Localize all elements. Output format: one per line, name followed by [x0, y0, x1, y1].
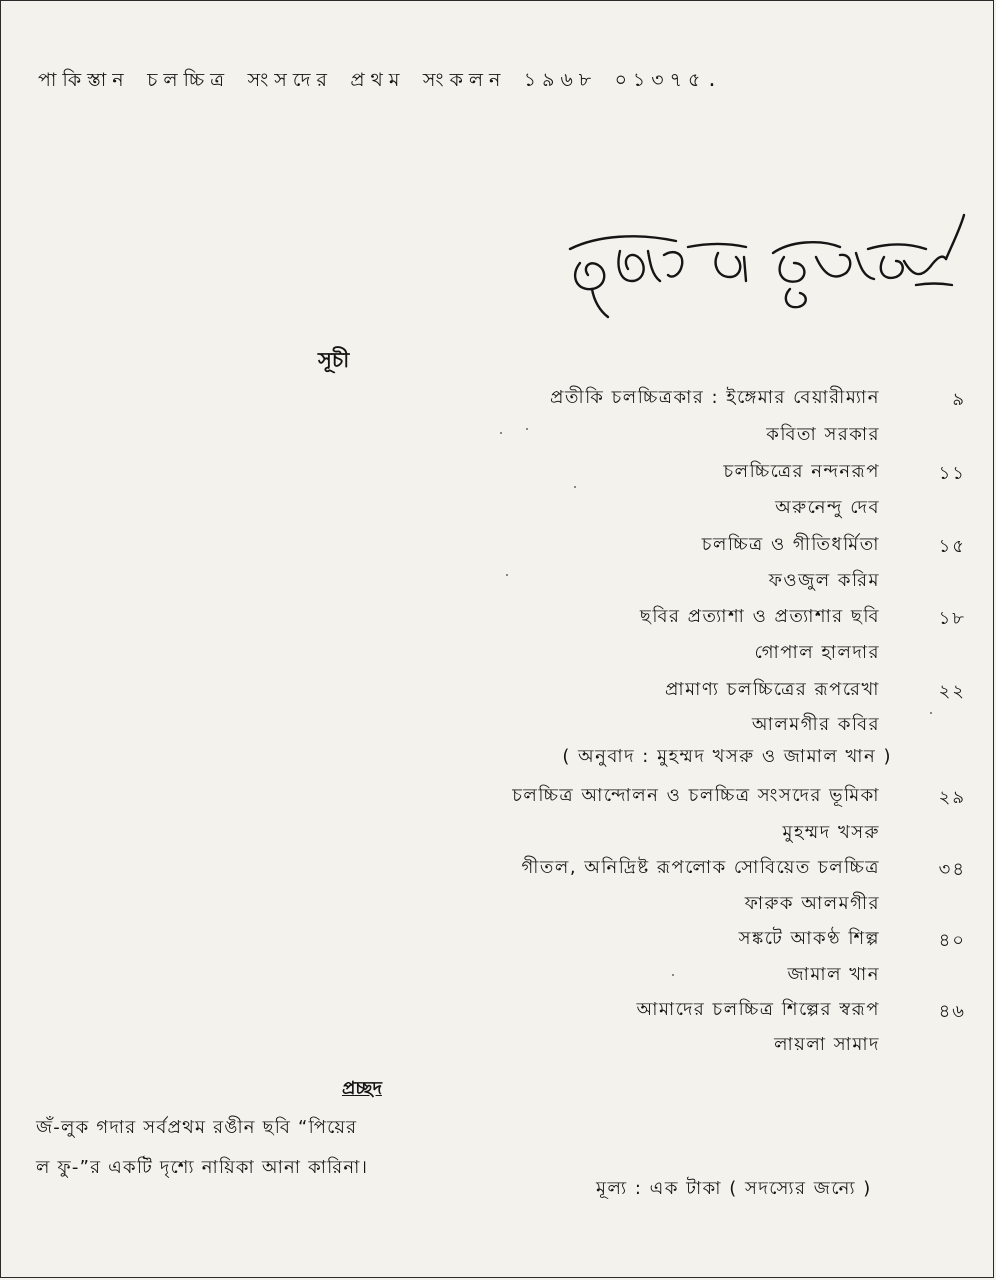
toc-entry-2-title: চলচ্চিত্রের নন্দনরূপ [723, 461, 880, 482]
print-speck [526, 428, 528, 430]
toc-entry-9-page: ৪৬ [938, 1001, 966, 1022]
toc-entry-1-title: প্রতীকি চলচ্চিত্রকার : ইঙ্গেমার বেয়ারীম্যান [550, 387, 880, 408]
toc-entry-3-page: ১৫ [938, 536, 966, 557]
toc-entry-1-author: কবিতা সরকার [766, 424, 880, 445]
toc-entry-8-page: ৪০ [938, 930, 966, 951]
handwritten-signature [568, 205, 988, 330]
toc-entry-7-author: ফারুক আলমগীর [744, 893, 880, 914]
cover-caption-line-1: জঁ-লুক গদার সর্বপ্রথম রঙীন ছবি “পিয়ের [36, 1117, 358, 1138]
toc-entry-9-author: লায়লা সামাদ [774, 1034, 880, 1055]
print-speck [500, 432, 502, 434]
toc-entry-5-title: প্রামাণ্য চলচ্চিত্রের রূপরেখা [665, 679, 880, 700]
toc-heading: সূচী [318, 348, 350, 372]
toc-entry-6-author: মুহম্মদ খসরু [782, 822, 880, 843]
toc-entry-7-title: গীতল, অনিদ্রিষ্ট রূপলোক সোবিয়েত চলচ্চিত্র [521, 857, 880, 878]
print-speck [574, 486, 576, 488]
publication-header: পাকিস্তান চলচ্চিত্র সংসদের প্রথম সংকলন ১৯৬৮ ০১৩৭৫. [38, 69, 724, 91]
print-speck [506, 574, 508, 576]
toc-entry-3-title: চলচ্চিত্র ও গীতিধর্মিতা [701, 534, 880, 555]
toc-entry-6-page: ২৯ [938, 787, 966, 808]
toc-entry-5-author: আলমগীর কবির [751, 714, 880, 735]
toc-entry-4-page: ১৮ [938, 608, 966, 629]
toc-entry-8-title: সঙ্কটে আকণ্ঠ শিল্প [738, 928, 880, 949]
toc-entry-2-page: ১১ [938, 463, 966, 484]
cover-heading: প্রচ্ছদ [342, 1078, 382, 1099]
toc-entry-9-title: আমাদের চলচ্চিত্র শিল্পের স্বরূপ [636, 999, 880, 1020]
toc-entry-1-page: ৯ [952, 389, 966, 410]
toc-entry-2-author: অরুনেন্দু দেব [775, 497, 880, 518]
toc-entry-6-title: চলচ্চিত্র আন্দোলন ও চলচ্চিত্র সংসদের ভূমিকা [512, 785, 880, 806]
toc-entry-4-author: গোপাল হালদার [754, 642, 880, 663]
toc-entry-4-title: ছবির প্রত্যাশা ও প্রত্যাশার ছবি [639, 606, 880, 627]
print-speck [930, 712, 932, 714]
price-note: মূল্য : এক টাকা ( সদস্যের জন্যে ) [596, 1178, 872, 1199]
toc-entry-3-author: ফওজুল করিম [768, 570, 880, 591]
toc-entry-7-page: ৩৪ [938, 859, 966, 880]
toc-entry-8-author: জামাল খান [787, 964, 880, 985]
cover-caption-line-2: ল ফু-”র একটি দৃশ্যে নায়িকা আনা কারিনা। [36, 1157, 369, 1178]
print-speck [672, 974, 674, 976]
toc-entry-5-translation-note: ( অনুবাদ : মুহম্মদ খসরু ও জামাল খান ) [562, 746, 892, 767]
toc-entry-5-page: ২২ [938, 681, 966, 702]
